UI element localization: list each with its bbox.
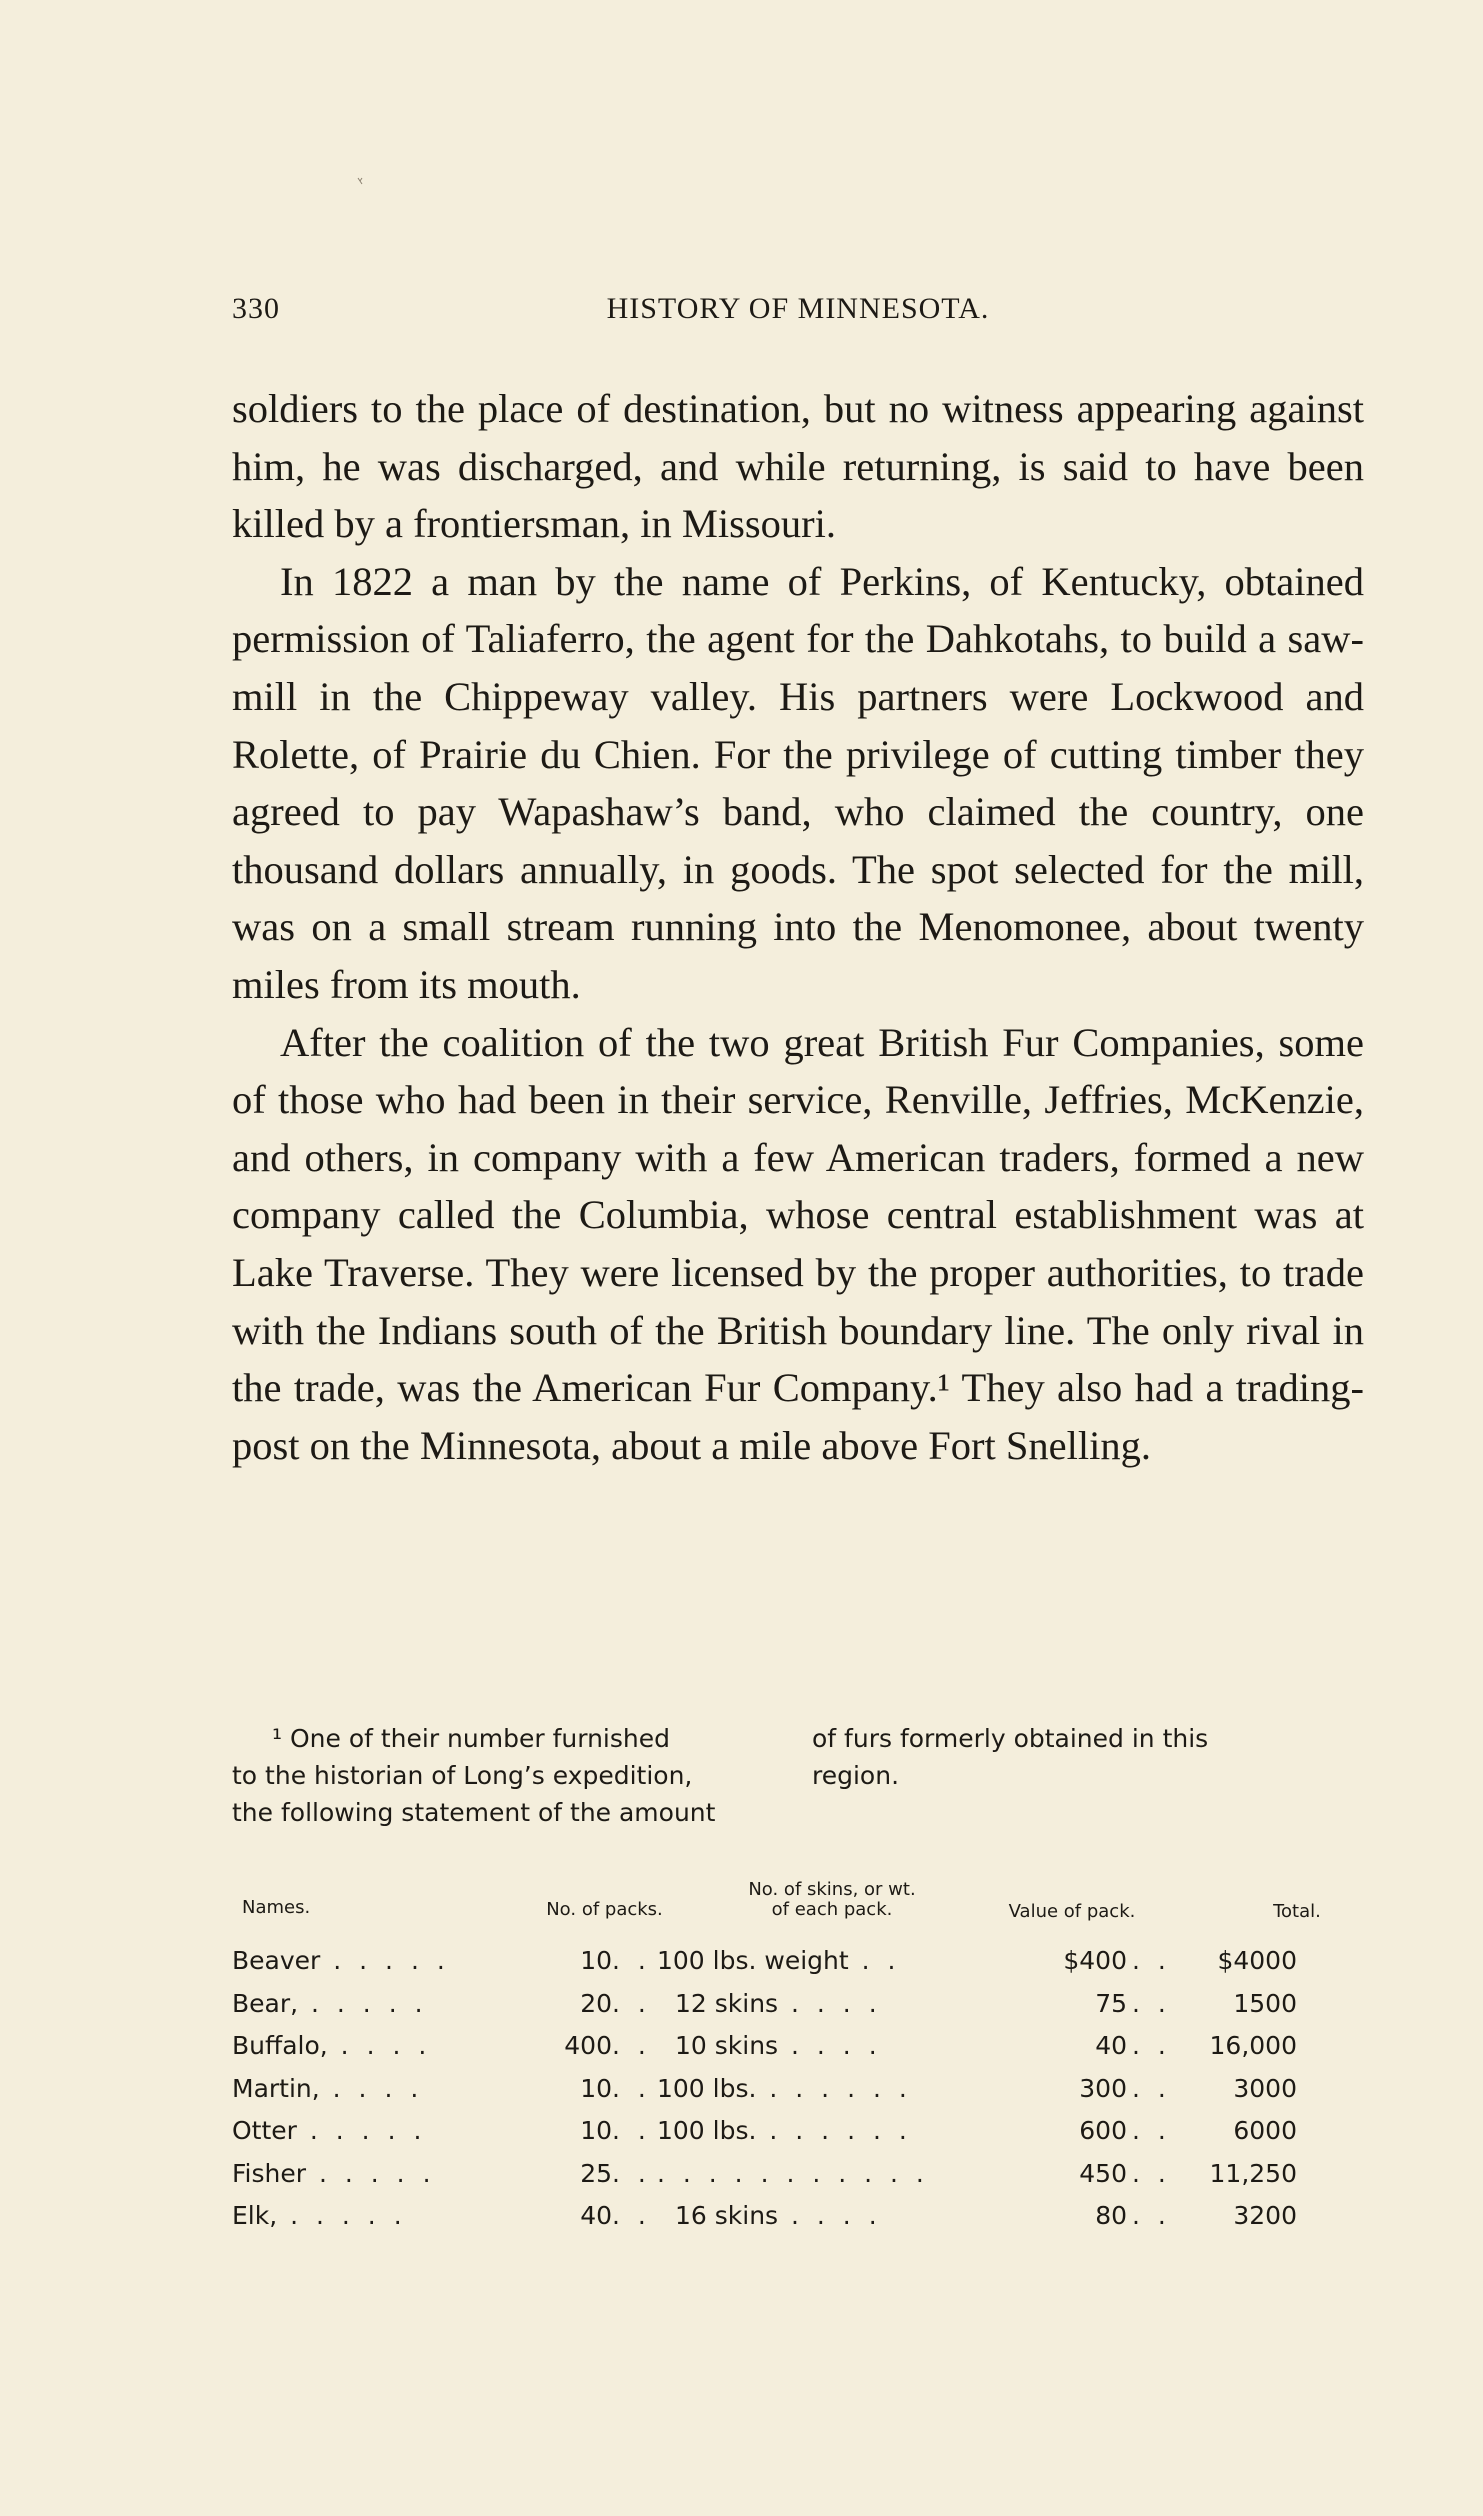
- cell-skins: 100 lbs. . . . . . .: [657, 2073, 912, 2103]
- cell-value: 40: [1095, 2031, 1127, 2060]
- cell-name: Fisher . . . . .: [232, 2158, 436, 2188]
- leader-dots: . .: [1132, 2201, 1171, 2230]
- cell-skins: 16 skins . . . .: [675, 2201, 882, 2230]
- header-skins: [717, 1880, 947, 1920]
- cell-packs: 40: [580, 2201, 612, 2230]
- leader-dots: . .: [1132, 1946, 1171, 1975]
- paragraph-3: After the coalition of the two great British Fur Companies, some of those who had been in their service, Renville, Jeffries, McKenzie, and others, in company with a few American traders, formed a new company called the Columbia, whose central establishment was at Lake Traverse. They were licensed by the proper authorities, to trade with the Indians south of the British boundary line. The only rival in the trade, was the American Fur Company.¹ They also had a trading-post on the Minnesota, about a mile above Fort Snelling.: [232, 1019, 1364, 1468]
- leader-dots: . .: [612, 2116, 651, 2145]
- footnote-line: of furs formerly obtained in this: [812, 1724, 1209, 1753]
- running-title: HISTORY OF MINNESOTA.: [606, 292, 990, 325]
- footnote-line: region.: [812, 1761, 900, 1790]
- leader-dots: . .: [612, 1988, 651, 2018]
- cell-total: 3200: [1233, 2201, 1297, 2230]
- cell-packs: 400: [564, 2031, 612, 2060]
- page-number: 330: [232, 292, 280, 325]
- cell-value: 300: [1079, 2073, 1127, 2103]
- cell-name: Otter . . . . .: [232, 2116, 427, 2145]
- page-header: [232, 292, 1364, 342]
- leader-dots: . .: [612, 2073, 651, 2103]
- footnote-line: the following statement of the amount: [232, 1798, 716, 1827]
- cell-skins: 100 lbs. weight . .: [657, 1946, 901, 1975]
- cell-total: 6000: [1233, 2116, 1297, 2145]
- table-row: [232, 2195, 1364, 2238]
- cell-skins: . . . . . . . . . . .: [657, 2158, 929, 2188]
- header-names: Names.: [242, 1897, 311, 1918]
- body-text: [232, 380, 1364, 1474]
- cell-skins: 10 skins . . . .: [675, 2031, 882, 2060]
- cell-total: 3000: [1233, 2073, 1297, 2103]
- leader-dots: . .: [612, 2158, 651, 2188]
- cell-value: 80: [1095, 2201, 1127, 2230]
- cell-packs: 10: [580, 2073, 612, 2103]
- footnote-line: ¹ One of their number furnished: [272, 1724, 670, 1753]
- leader-dots: . .: [1132, 2158, 1171, 2188]
- cell-value: 600: [1079, 2116, 1127, 2145]
- leader-dots: . .: [1132, 2116, 1171, 2145]
- leader-dots: . .: [612, 2201, 651, 2230]
- header-skins-line2: of each pack.: [771, 1899, 893, 1920]
- leader-dots: . .: [1132, 1988, 1171, 2018]
- header-skins-line1: No. of skins, or wt.: [748, 1879, 916, 1900]
- table-row: [232, 2025, 1364, 2068]
- table-row: [232, 1983, 1364, 2026]
- footnote-line: to the historian of Long’s expedition,: [232, 1761, 693, 1790]
- table-header: [232, 1880, 1364, 1940]
- cell-value: 450: [1079, 2158, 1127, 2188]
- header-value: Value of pack.: [1008, 1901, 1136, 1922]
- cell-packs: 10: [580, 2116, 612, 2145]
- footnote-right-column: [812, 1720, 1364, 1794]
- table-row: [232, 2068, 1364, 2111]
- cell-name: Bear, . . . . .: [232, 1988, 428, 2018]
- cell-total: $4000: [1217, 1946, 1297, 1975]
- leader-dots: . .: [612, 1946, 651, 1975]
- cell-packs: 20: [580, 1988, 612, 2018]
- header-packs: No. of packs.: [546, 1899, 663, 1920]
- table-row: [232, 1940, 1364, 1983]
- table-row: [232, 2153, 1364, 2196]
- table-row: [232, 2110, 1364, 2153]
- paragraph-2: In 1822 a man by the name of Perkins, of Kentucky, obtained permission of Taliaferro, the agent for the Dahkotahs, to build a saw-mill in the Chippeway valley. His partners were Lockwood and Rolette, of Prairie du Chien. For the privilege of cutting timber they agreed to pay Wapashaw’s band, who claimed the country, one thousand dollars annually, in goods. The spot selected for the mill, was on a small stream running into the Menomonee, about twenty miles from its mouth.: [232, 558, 1364, 1007]
- paragraph-1: soldiers to the place of destination, but no witness appearing against him, he was discharged, and while returning, is said to have been killed by a frontiersman, in Missouri.: [232, 386, 1364, 547]
- fur-table: [232, 1880, 1364, 2238]
- cell-packs: 10: [580, 1946, 612, 1975]
- leader-dots: . .: [612, 2031, 651, 2060]
- cell-skins: 12 skins . . . .: [675, 1988, 882, 2018]
- cell-skins: 100 lbs. . . . . . .: [657, 2116, 912, 2145]
- cell-value: 75: [1095, 1988, 1127, 2018]
- cell-name: Beaver . . . . .: [232, 1946, 450, 1975]
- cell-packs: 25: [580, 2158, 612, 2188]
- cell-name: Buffalo, . . . .: [232, 2031, 432, 2060]
- cell-name: Elk, . . . . .: [232, 2201, 407, 2230]
- cell-total: 1500: [1233, 1988, 1297, 2018]
- page-blemish: [357, 170, 363, 178]
- cell-name: Martin, . . . .: [232, 2073, 424, 2103]
- header-total: Total.: [1273, 1901, 1321, 1922]
- cell-total: 11,250: [1209, 2158, 1297, 2188]
- leader-dots: . .: [1132, 2031, 1171, 2060]
- cell-value: $400: [1063, 1946, 1127, 1975]
- cell-total: 16,000: [1209, 2031, 1297, 2060]
- leader-dots: . .: [1132, 2073, 1171, 2103]
- footnote-left-column: [232, 1720, 812, 1831]
